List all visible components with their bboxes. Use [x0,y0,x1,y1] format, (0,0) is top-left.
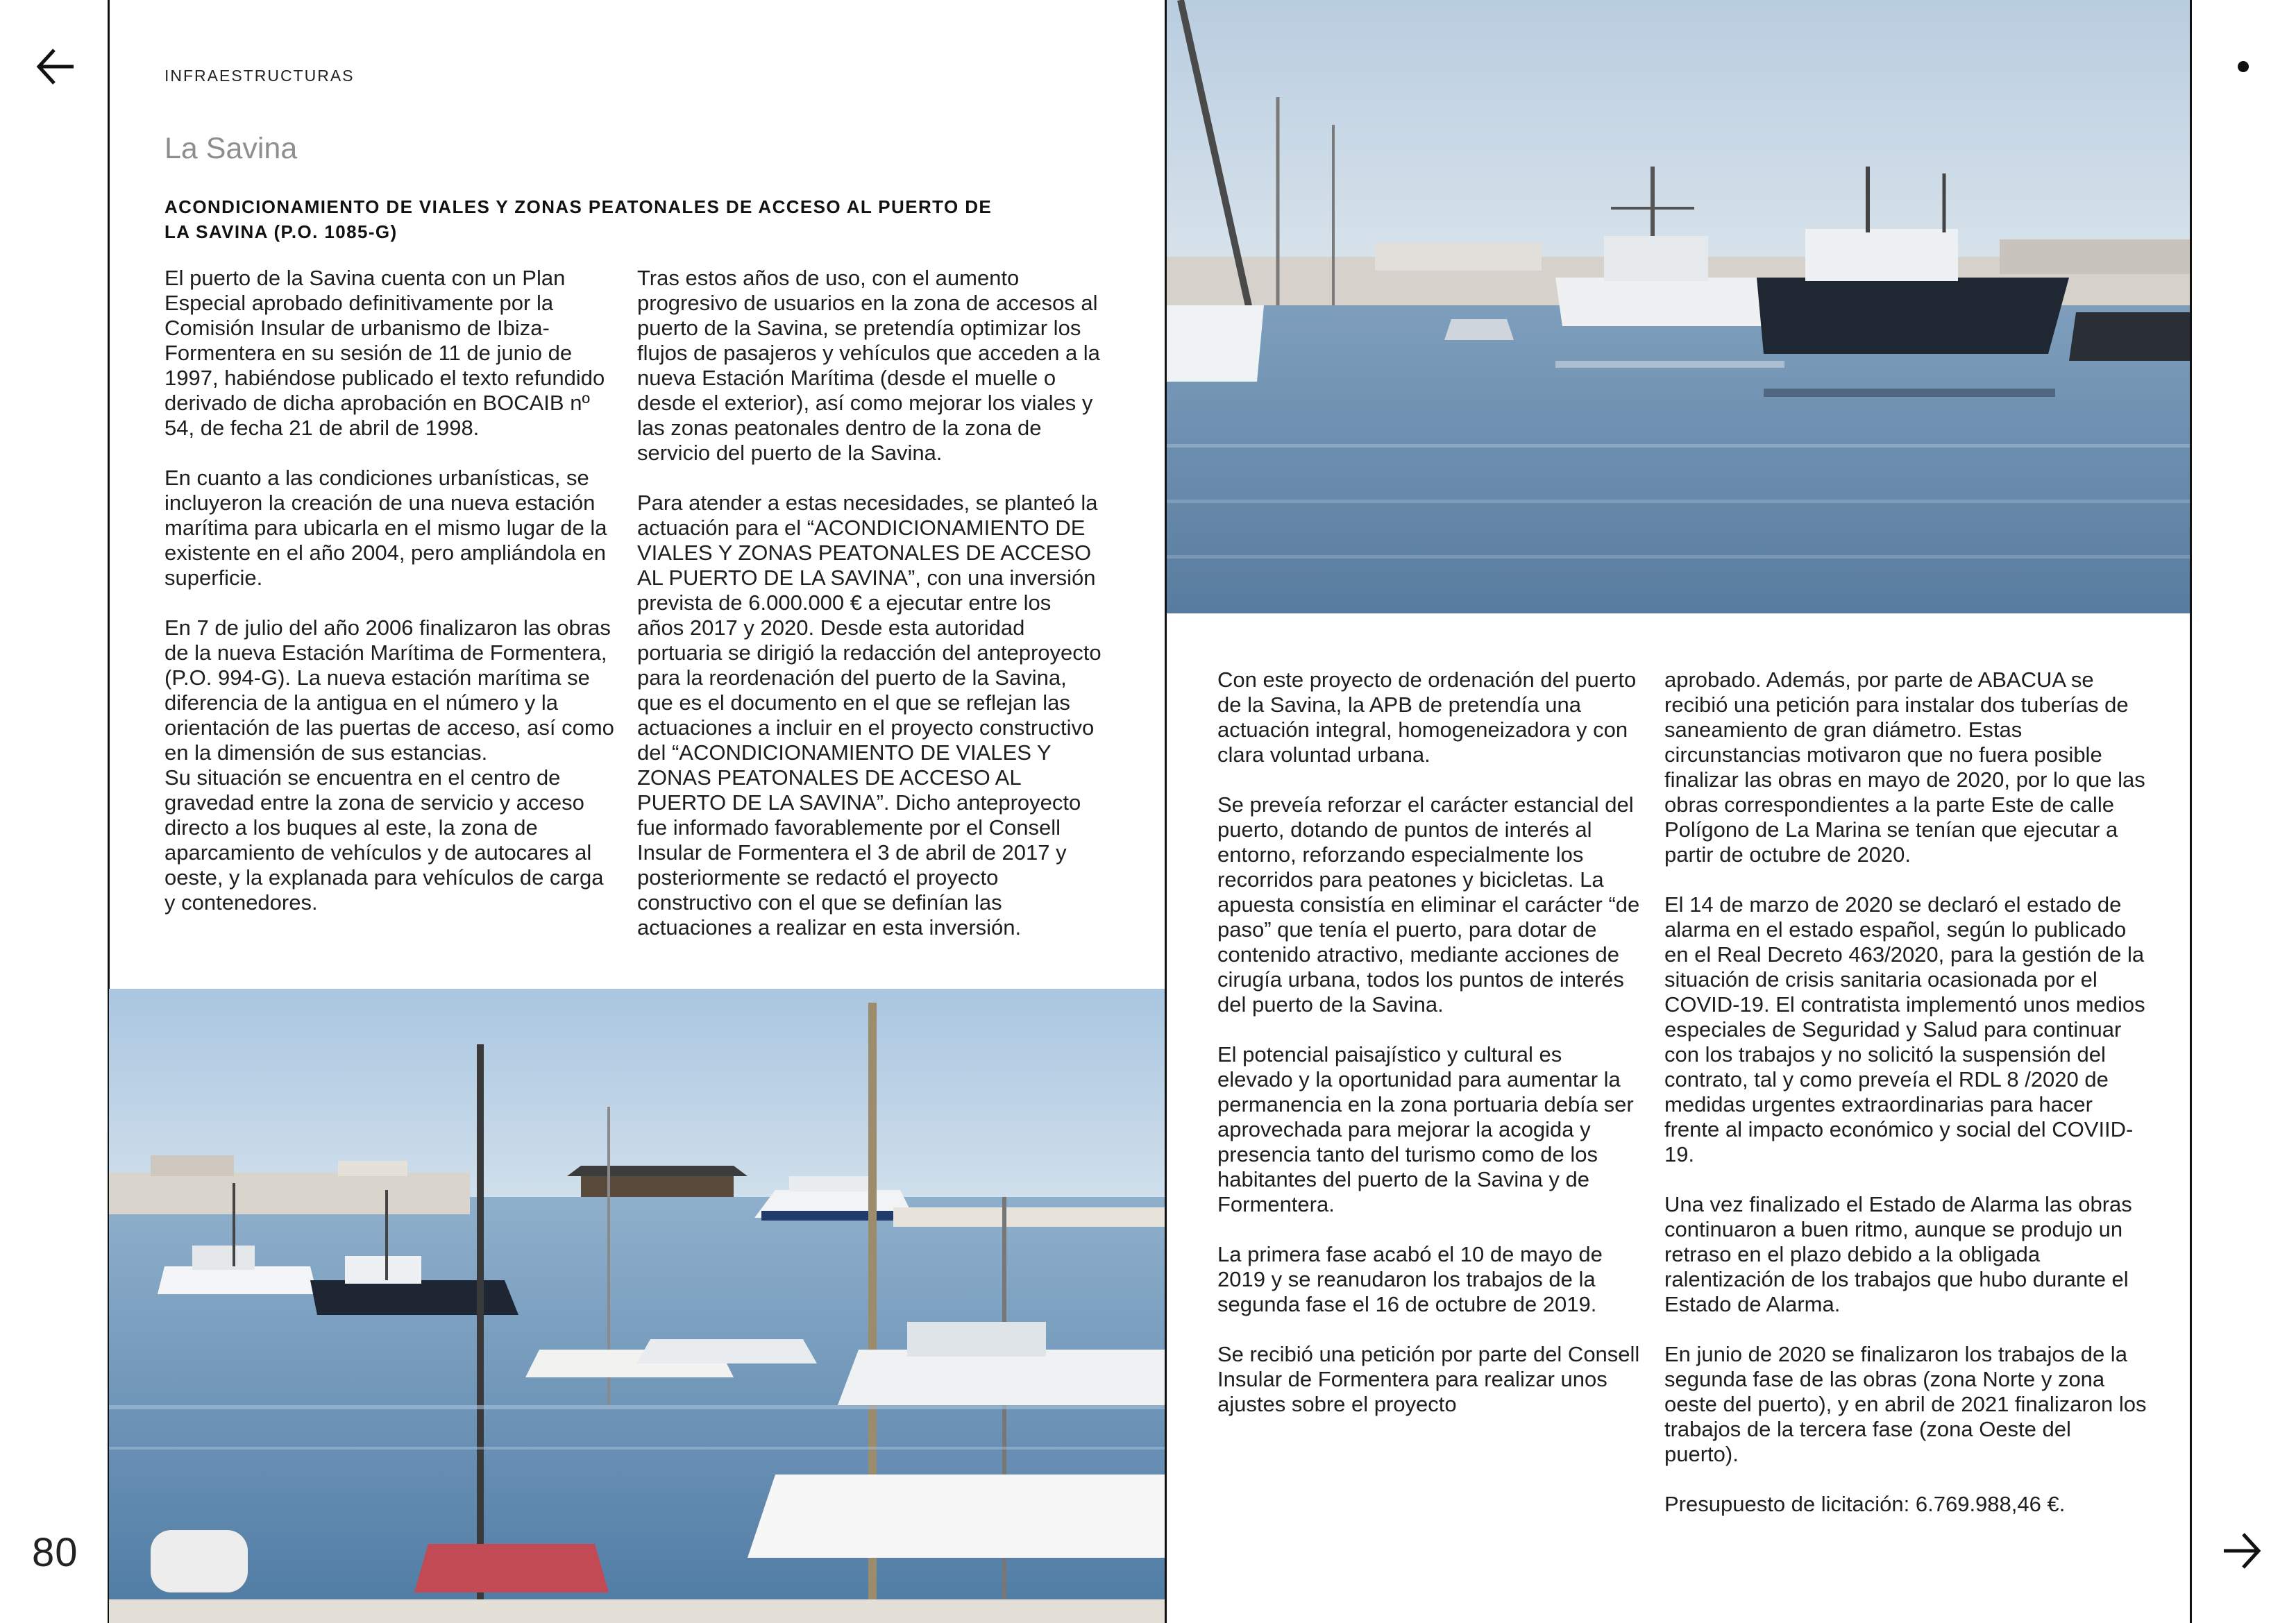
paragraph: Se preveía reforzar el carácter estancial del puerto, dotando de puntos de interés al entorno, reforzando especialmente los recorridos para peatones y bicicletas. La apuesta consistía en eliminar el carácter “de paso” que tenía el puerto, para dotar de contenido atractivo, mediante acciones de cirugía urbana, todos los puntos de interés del puerto de la Savina. [1217,792,1640,1017]
paragraph: El 14 de marzo de 2020 se declaró el estado de alarma en el estado español, según lo publicado en el Real Decreto 463/2020, para la gestión de la situación de crisis sanitaria ocasionada por el COVID-19. El contratista implementó unos medios especiales de Seguridad y Salud para continuar con los trabajos y no solicitó la suspensión del contrato, tal y como preveía el RDL 8 /2020 de medidas urgentes extraordinarias para hacer frente al impacto económico y social del COVIID-19. [1664,892,2145,1166]
harbour-photo [109,989,1165,1623]
section-label: INFRAESTRUCTURAS [164,67,355,85]
paragraph: Se recibió una petición por parte del Consell Insular de Formentera para realizar unos ajustes sobre el proyecto [1217,1342,1640,1416]
paragraph: aprobado. Además, por parte de ABACUA se recibió una petición para instalar dos tuberías de saneamiento de gran diámetro. Estas circunstancias motivaron que no fuera posible finalizar las obras en mayo de 2020, por lo que las obras correspondientes a la parte Este de calle Polígono de La Marina se tenían que ejecutar a partir de octubre de 2020. [1664,668,2145,867]
paragraph: Presupuesto de licitación: 6.769.988,46 €. [1664,1492,2066,1516]
text-column-2 [637,266,1102,965]
page-title: La Savina [164,132,298,165]
page-number: 80 [32,1530,78,1575]
paragraph: La primera fase acabó el 10 de mayo de 2019 y se reanudaron los trabajos de la segunda fase el 16 de octubre de 2019. [1217,1242,1603,1316]
paragraph: Para atender a estas necesidades, se planteó la actuación para el “ACONDICIONAMIENTO DE VIALES Y ZONAS PEATONALES DE ACCESO AL PUERTO DE LA SAVINA”, con una inversión prevista de 6.000.000 € a ejecutar entre los años 2017 y 2020. Desde esta autoridad portuaria se dirigió la redacción del anteproyecto para la reordenación del puerto de la Savina, que es el documento en el que se reflejan las actuaciones a incluir en el proyecto constructivo del “ACONDICIONAMIENTO DE VIALES Y ZONAS PEATONALES DE ACCESO AL PUERTO DE LA SAVINA”. Dicho anteproyecto fue informado favorablemente por el Consell Insular de Formentera el 3 de abril de 2017 y posteriormente se redactó el proyecto constructivo con el que se definían las actuaciones a realizar en esta inversión. [637,491,1101,940]
text-column-1 [164,266,616,940]
fishing-boats-photo [1167,0,2190,613]
headline-line-1: ACONDICIONAMIENTO DE VIALES Y ZONAS PEATONALES DE ACCESO AL PUERTO DE [164,196,993,217]
paragraph: El puerto de la Savina cuenta con un Plan Especial aprobado definitivamente por la Comisión Insular de urbanismo de Ibiza-Formentera en su sesión de 11 de junio de 1997, habiéndose publicado el texto refundido derivado de dicha aprobación en BOCAIB nº 54, de fecha 21 de abril de 1998. [164,266,605,440]
text-column-3 [1217,668,1641,1442]
text-column-4 [1664,668,2150,1542]
paragraph: Tras estos años de uso, con el aumento progresivo de usuarios en la zona de accesos al puerto de la Savina, se pretendía optimizar los flujos de pasajeros y vehículos que acceden a la nueva Estación Marítima (desde el muelle o desde el exterior), así como mejorar los viales y las zonas peatonales dentro de la zona de servicio del puerto de la Savina. [637,266,1100,465]
page-divider-right [2190,0,2192,1623]
paragraph: En junio de 2020 se finalizaron los trabajos de la segunda fase de las obras (zona Norte y zona oeste del puerto), y en abril de 2021 finalizaron los trabajos de la tercera fase (zona Oeste del puerto). [1664,1342,2147,1466]
arrow-left-icon[interactable] [35,46,76,87]
arrow-right-icon[interactable] [2221,1530,2263,1572]
article-headline [164,194,997,244]
bullet-dot-icon [2238,61,2249,72]
paragraph: Una vez finalizado el Estado de Alarma las obras continuaron a buen ritmo, aunque se produjo un retraso en el plazo debido a la obligada ralentización de los trabajos que hubo durante el Estado de Alarma. [1664,1192,2132,1316]
paragraph: Su situación se encuentra en el centro de gravedad entre la zona de servicio y acceso directo a los buques al este, la zona de aparcamiento de vehículos y de autocares al oeste, y la explanada para vehículos de carga y contenedores. [164,765,604,915]
paragraph: En 7 de julio del año 2006 finalizaron las obras de la nueva Estación Marítima de Formentera, (P.O. 994-G). La nueva estación marítima se diferencia de la antigua en el número y la orientación de las puertas de acceso, así como en la dimensión de sus estancias. [164,615,614,765]
paragraph: El potencial paisajístico y cultural es elevado y la oportunidad para aumentar la permanencia en la zona portuaria debía ser aprovechada para mejorar la acogida y presencia tanto del turismo como de los habitantes del puerto de la Savina y de Formentera. [1217,1042,1634,1216]
headline-line-2: LA SAVINA (P.O. 1085-G) [164,221,398,242]
paragraph: En cuanto a las condiciones urbanísticas, se incluyeron la creación de una nueva estación marítima para ubicarla en el mismo lugar de la existente en el año 2004, pero ampliándola en superficie. [164,466,607,590]
paragraph: Con este proyecto de ordenación del puerto de la Savina, la APB de pretendía una actuación integral, homogeneizadora y con clara voluntad urbana. [1217,668,1637,767]
